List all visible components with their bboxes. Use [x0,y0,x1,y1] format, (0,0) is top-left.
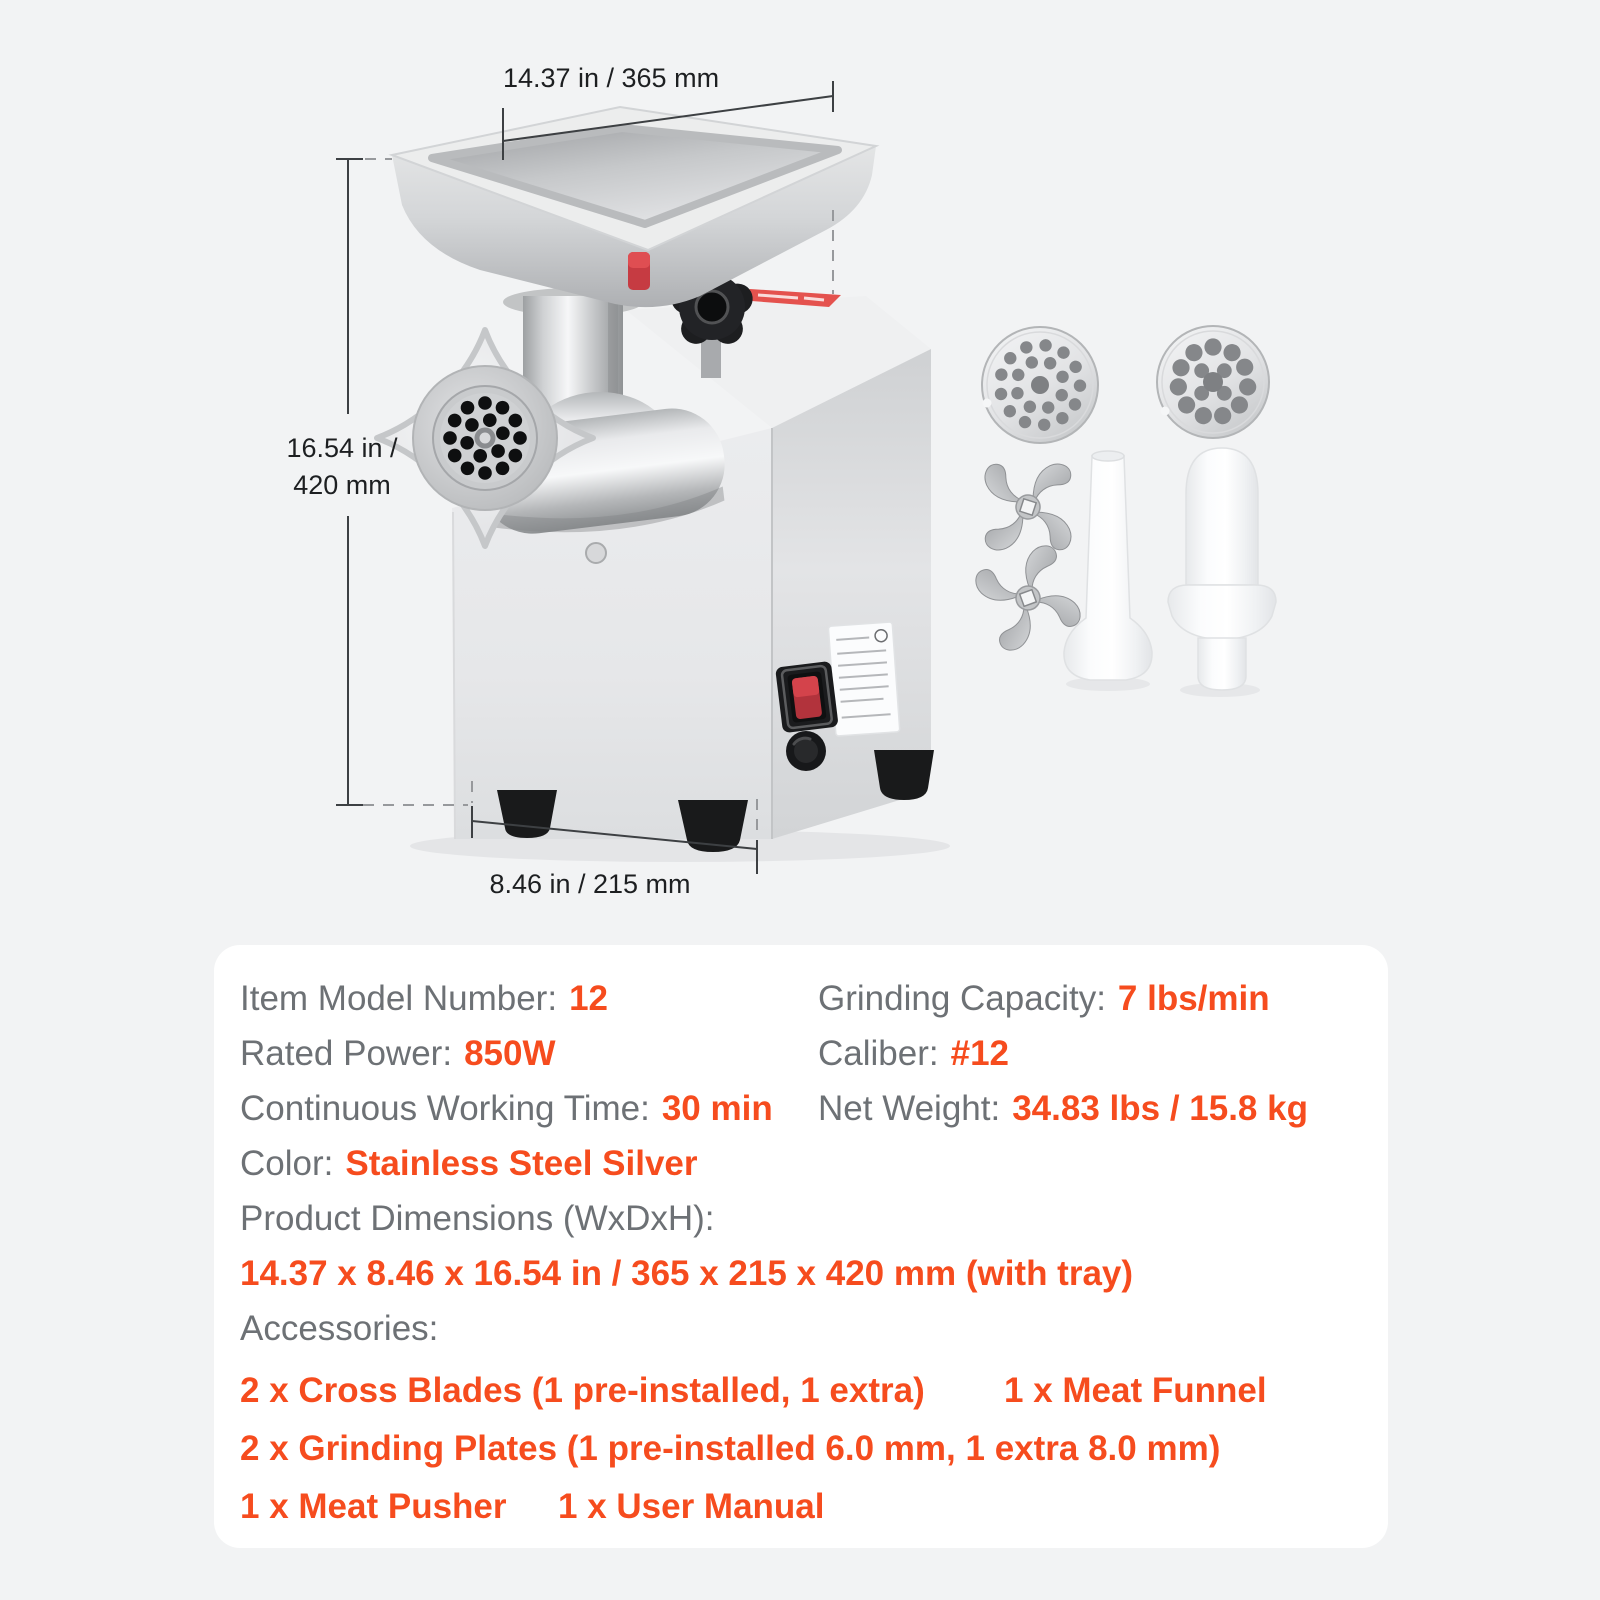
spec-row-power [240,1026,773,1081]
reset-button[interactable] [628,252,650,290]
product-dimensions-value: 14.37 x 8.46 x 16.54 in / 365 x 215 x 420 mm (with tray) [240,1254,1134,1293]
grinding-plate-6mm [982,327,1098,443]
spec-label: Caliber: [818,1034,939,1073]
installed-grinding-plate [433,386,537,490]
spec-row-weight [818,1081,1308,1136]
circuit-breaker-cap [786,731,826,771]
accessories [971,326,1276,697]
meat-funnel [1064,451,1152,691]
spec-label: Rated Power: [240,1034,453,1073]
meat-grinder-machine [377,107,934,852]
spec-label: Net Weight: [818,1089,1001,1128]
spec-value: Stainless Steel Silver [345,1144,698,1183]
spec-card [214,945,1388,1548]
accessories-list [240,1362,1362,1536]
hex-bolt [586,543,606,563]
depth-dimension-label: 8.46 in / 215 mm [489,869,691,899]
spec-row-capacity [818,971,1308,1026]
spec-row-color [240,1136,773,1191]
spec-value: 34.83 lbs / 15.8 kg [1012,1089,1308,1128]
grinding-plate-8mm [1157,326,1269,438]
accessory-meat-pusher: 1 x Meat Pusher [240,1487,507,1526]
spec-column-left [240,971,773,1191]
accessories-row-1 [240,1362,1362,1420]
accessory-cross-blades: 2 x Cross Blades (1 pre-installed, 1 extra) [240,1371,925,1410]
spec-label: Continuous Working Time: [240,1089,650,1128]
width-dimension-label: 14.37 in / 365 mm [502,63,720,93]
cross-blade-1 [975,454,1081,560]
spec-row-working-time [240,1081,773,1136]
accessory-user-manual: 1 x User Manual [558,1487,825,1526]
accessories-row-3 [240,1478,1362,1536]
accessories-row-2 [240,1420,1362,1478]
power-switch[interactable] [775,661,839,733]
spec-value: 12 [569,979,608,1018]
spec-label: Color: [240,1144,334,1183]
accessories-label: Accessories: [240,1309,439,1348]
height-dimension-line2: 420 mm [293,470,391,500]
spec-row-model [240,971,773,1026]
spec-value: #12 [950,1034,1010,1073]
meat-pusher [1168,448,1276,697]
spec-value: 7 lbs/min [1117,979,1270,1018]
spec-value: 30 min [661,1089,773,1128]
spec-label: Grinding Capacity: [818,979,1106,1018]
accessory-grinding-plates: 2 x Grinding Plates (1 pre-installed 6.0 mm, 1 extra 8.0 mm) [240,1429,1221,1468]
spec-row-caliber [818,1026,1308,1081]
spec-column-right [818,971,1308,1136]
spec-value: 850W [464,1034,556,1073]
product-dimensions-label: Product Dimensions (WxDxH): [240,1199,715,1238]
height-dimension-label [252,430,432,504]
spec-full-width-rows [240,1191,1362,1536]
spec-sticker [828,622,900,736]
height-dimension-line1: 16.54 in / [286,433,398,463]
spec-label: Item Model Number: [240,979,558,1018]
accessory-meat-funnel: 1 x Meat Funnel [1004,1371,1267,1410]
